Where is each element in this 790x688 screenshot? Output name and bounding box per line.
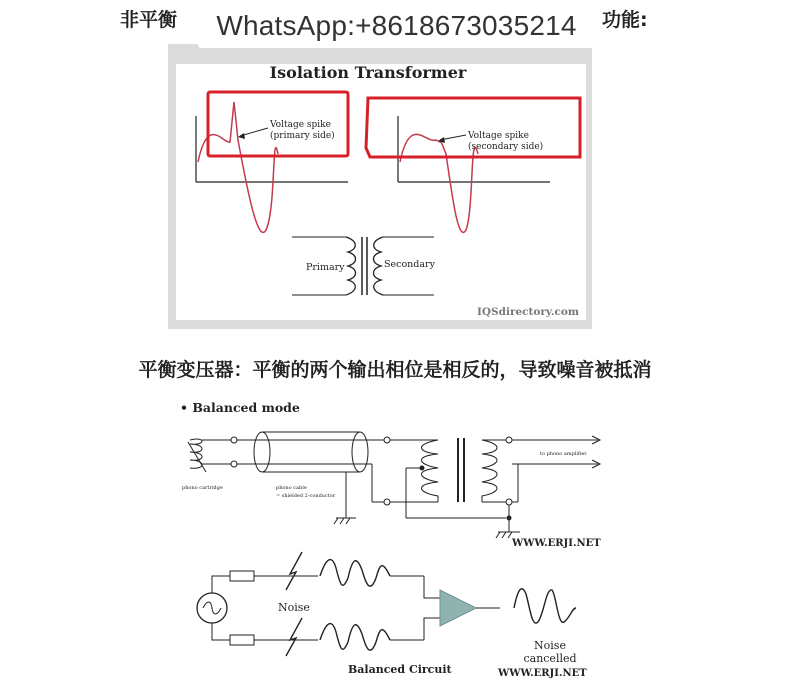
balanced-primary-coil [422,440,439,502]
primary-spike-label-1: Voltage spike [270,120,331,130]
noise-cancelled-label-1: Noise [534,639,566,652]
input-terminal-top [384,437,390,443]
resistor-bottom [230,635,254,645]
noise-cancelled-label-2: cancelled [523,652,577,665]
balanced-circuit-title: Balanced Circuit [348,663,452,676]
cartridge-terminal-bottom [231,461,237,467]
output-terminal-top [506,437,512,443]
noisy-wave-bottom [320,624,390,651]
input-terminal-bottom [384,499,390,505]
cartridge-terminal-top [231,437,237,443]
erji-credit-1: WWW.ERJI.NET [512,538,601,549]
credit-label: IQSdirectory.com [476,306,579,318]
unbalanced-caption-start: 非平衡 [120,9,178,31]
differential-amplifier-icon [440,590,476,626]
secondary-label: Secondary [384,259,435,270]
balanced-caption: 平衡变压器：平衡的两个输出相位是相反的，导致噪音被抵消 [138,359,652,381]
phono-cable-label-2: = shielded 2-conductor [276,493,336,499]
secondary-spike-label-2: (secondary side) [468,142,544,152]
primary-label: Primary [306,262,345,273]
secondary-spike-label-1: Voltage spike [468,131,529,141]
balanced-mode-title: • Balanced mode [180,400,300,415]
resistor-top [230,571,254,581]
phono-cartridge-label: phono cartridge [182,485,223,491]
phono-amplifier-label: to phono amplifier [540,451,587,457]
figure-title: Isolation Transformer [269,63,467,82]
noise-bolt-top [286,552,302,590]
balanced-mode-figure [176,392,612,552]
balanced-circuit-figure [186,548,616,684]
primary-spike-label-2: (primary side) [270,131,335,141]
erji-credit-2: WWW.ERJI.NET [498,668,587,679]
balanced-mode-diagram [176,392,612,552]
unbalanced-caption-end: 功能: [602,9,648,31]
center-tap-dot [420,466,425,471]
figure-inner [176,64,586,320]
cable-end-right [352,432,368,472]
cartridge-needle [188,442,206,472]
cartridge-coil [190,439,202,468]
phono-cable-label-1: phono cable [276,485,307,491]
balanced-circuit-diagram [186,548,616,684]
cable-end-left [254,432,270,472]
balanced-secondary-coil [482,440,497,502]
noise-label: Noise [278,601,310,614]
clean-output-wave [514,589,576,623]
isolation-transformer-figure [168,44,592,329]
whatsapp-watermark: WhatsApp:+8618673035214 [198,4,595,48]
noise-bolt-bottom [286,618,302,656]
output-terminal-bottom [506,499,512,505]
isolation-transformer-diagram [168,44,592,329]
ground-junction-dot [507,516,512,521]
noisy-wave-top [320,560,390,587]
